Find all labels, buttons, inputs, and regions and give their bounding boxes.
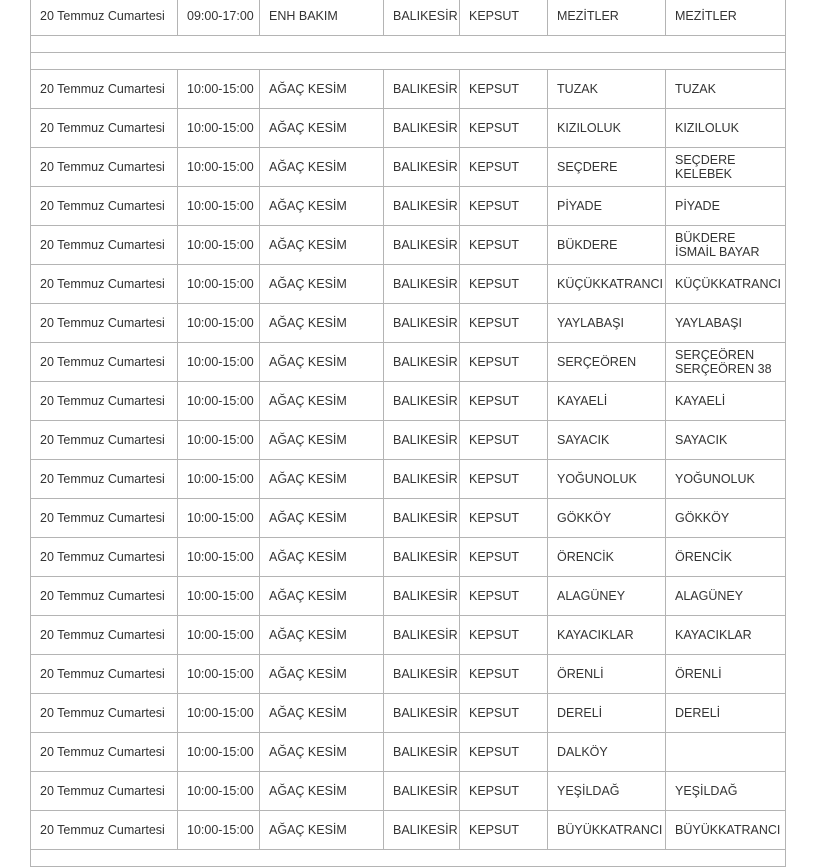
cell-district: KEPSUT <box>460 304 548 343</box>
spacer-cell <box>31 53 786 70</box>
cell-province: BALIKESİR <box>384 538 460 577</box>
cell-date: 20 Temmuz Cumartesi <box>31 733 178 772</box>
table-row <box>31 0 786 36</box>
cell-date: 20 Temmuz Cumartesi <box>31 811 178 850</box>
cell-province: BALIKESİR <box>384 811 460 850</box>
cell-date: 20 Temmuz Cumartesi <box>31 109 178 148</box>
table-row <box>31 577 786 616</box>
table-row <box>31 811 786 850</box>
cell-reason: AĞAÇ KESİM <box>260 382 384 421</box>
cell-date: 20 Temmuz Cumartesi <box>31 499 178 538</box>
cell-district: KEPSUT <box>460 0 548 36</box>
cell-date: 20 Temmuz Cumartesi <box>31 616 178 655</box>
cell-reason: AĞAÇ KESİM <box>260 616 384 655</box>
cell-neighborhood: SERÇEÖREN <box>548 343 666 382</box>
cell-street <box>666 187 786 226</box>
cell-district: KEPSUT <box>460 226 548 265</box>
cell-reason: AĞAÇ KESİM <box>260 811 384 850</box>
cell-province: BALIKESİR <box>384 460 460 499</box>
cell-date: 20 Temmuz Cumartesi <box>31 343 178 382</box>
street-line: SERÇEÖREN <box>675 348 755 362</box>
street-line: BÜYÜKKATRANCI <box>675 823 781 837</box>
cell-province: BALIKESİR <box>384 109 460 148</box>
cell-province: BALIKESİR <box>384 499 460 538</box>
street-line: YEŞİLDAĞ <box>675 784 738 798</box>
table-row <box>31 70 786 109</box>
street-line: KAYACIKLAR <box>675 628 752 642</box>
cell-reason: AĞAÇ KESİM <box>260 226 384 265</box>
cell-province: BALIKESİR <box>384 772 460 811</box>
cell-neighborhood: KAYAELİ <box>548 382 666 421</box>
cell-province: BALIKESİR <box>384 733 460 772</box>
cell-district: KEPSUT <box>460 577 548 616</box>
spacer-row <box>31 36 786 53</box>
cell-province: BALIKESİR <box>384 187 460 226</box>
cell-street <box>666 772 786 811</box>
table-row <box>31 694 786 733</box>
cell-street <box>666 343 786 382</box>
cell-neighborhood: BÜKDERE <box>548 226 666 265</box>
cell-neighborhood: DALKÖY <box>548 733 666 772</box>
street-line: ÖRENCİK <box>675 550 732 564</box>
cell-time: 10:00-15:00 <box>178 109 260 148</box>
cell-time: 10:00-15:00 <box>178 265 260 304</box>
cell-street <box>666 460 786 499</box>
cell-street <box>666 421 786 460</box>
cell-province: BALIKESİR <box>384 265 460 304</box>
cell-district: KEPSUT <box>460 499 548 538</box>
cell-time: 10:00-15:00 <box>178 148 260 187</box>
cell-province: BALIKESİR <box>384 304 460 343</box>
power-outage-table <box>30 0 786 867</box>
street-line: KAYAELİ <box>675 394 726 408</box>
cell-reason: AĞAÇ KESİM <box>260 343 384 382</box>
cell-time: 10:00-15:00 <box>178 460 260 499</box>
cell-district: KEPSUT <box>460 616 548 655</box>
cell-neighborhood: DERELİ <box>548 694 666 733</box>
cell-street <box>666 733 786 772</box>
cell-province: BALIKESİR <box>384 343 460 382</box>
cell-district: KEPSUT <box>460 382 548 421</box>
cell-street <box>666 616 786 655</box>
cell-time: 10:00-15:00 <box>178 187 260 226</box>
table-body <box>31 0 786 867</box>
cell-reason: AĞAÇ KESİM <box>260 460 384 499</box>
cell-time: 10:00-15:00 <box>178 811 260 850</box>
street-line: MEZİTLER <box>675 9 737 23</box>
cell-time: 10:00-15:00 <box>178 421 260 460</box>
cell-district: KEPSUT <box>460 655 548 694</box>
cell-street <box>666 577 786 616</box>
cell-time: 10:00-15:00 <box>178 70 260 109</box>
table-row <box>31 148 786 187</box>
cell-province: BALIKESİR <box>384 655 460 694</box>
cell-province: BALIKESİR <box>384 148 460 187</box>
cell-reason: AĞAÇ KESİM <box>260 772 384 811</box>
cell-neighborhood: PİYADE <box>548 187 666 226</box>
table-row <box>31 265 786 304</box>
cell-province: BALIKESİR <box>384 382 460 421</box>
street-line: GÖKKÖY <box>675 511 730 525</box>
cell-time: 10:00-15:00 <box>178 655 260 694</box>
cell-neighborhood: GÖKKÖY <box>548 499 666 538</box>
cell-reason: AĞAÇ KESİM <box>260 499 384 538</box>
cell-district: KEPSUT <box>460 421 548 460</box>
table-row <box>31 226 786 265</box>
cell-time: 10:00-15:00 <box>178 577 260 616</box>
cell-reason: AĞAÇ KESİM <box>260 148 384 187</box>
cell-street <box>666 304 786 343</box>
cell-date: 20 Temmuz Cumartesi <box>31 226 178 265</box>
cell-time: 10:00-15:00 <box>178 616 260 655</box>
cell-district: KEPSUT <box>460 187 548 226</box>
table-row <box>31 460 786 499</box>
cell-reason: AĞAÇ KESİM <box>260 538 384 577</box>
street-line: TUZAK <box>675 82 716 96</box>
cell-reason: AĞAÇ KESİM <box>260 733 384 772</box>
cell-province: BALIKESİR <box>384 616 460 655</box>
street-line: KÜÇÜKKATRANCI <box>675 277 782 291</box>
cell-time: 09:00-17:00 <box>178 0 260 36</box>
cell-neighborhood: ÖRENCİK <box>548 538 666 577</box>
cell-street <box>666 694 786 733</box>
cell-district: KEPSUT <box>460 265 548 304</box>
cell-reason: AĞAÇ KESİM <box>260 577 384 616</box>
cell-neighborhood: BÜYÜKKATRANCI <box>548 811 666 850</box>
cell-street <box>666 109 786 148</box>
cell-district: KEPSUT <box>460 148 548 187</box>
cell-reason: AĞAÇ KESİM <box>260 421 384 460</box>
table-row <box>31 382 786 421</box>
cell-street <box>666 148 786 187</box>
street-line: SERÇEÖREN 38 <box>675 362 772 376</box>
cell-neighborhood: ALAGÜNEY <box>548 577 666 616</box>
cell-reason: AĞAÇ KESİM <box>260 265 384 304</box>
cell-time: 10:00-15:00 <box>178 772 260 811</box>
street-line: KIZILOLUK <box>675 121 739 135</box>
table-row <box>31 187 786 226</box>
table-row <box>31 655 786 694</box>
cell-date: 20 Temmuz Cumartesi <box>31 538 178 577</box>
cell-date: 20 Temmuz Cumartesi <box>31 460 178 499</box>
street-line: DERELİ <box>675 706 721 720</box>
cell-street <box>666 226 786 265</box>
cell-time: 10:00-15:00 <box>178 733 260 772</box>
table-row <box>31 772 786 811</box>
street-line: İSMAİL BAYAR <box>675 245 760 259</box>
cell-neighborhood: MEZİTLER <box>548 0 666 36</box>
cell-time: 10:00-15:00 <box>178 538 260 577</box>
cell-neighborhood: KÜÇÜKKATRANCI <box>548 265 666 304</box>
street-line: SEÇDERE <box>675 153 736 167</box>
cell-reason: AĞAÇ KESİM <box>260 187 384 226</box>
cell-street <box>666 655 786 694</box>
cell-province: BALIKESİR <box>384 577 460 616</box>
cell-neighborhood: ÖRENLİ <box>548 655 666 694</box>
cell-street <box>666 538 786 577</box>
cell-street <box>666 70 786 109</box>
table-row <box>31 109 786 148</box>
street-line: KELEBEK <box>675 167 732 181</box>
cell-neighborhood: YEŞİLDAĞ <box>548 772 666 811</box>
cell-district: KEPSUT <box>460 811 548 850</box>
table-row <box>31 538 786 577</box>
cell-neighborhood: SEÇDERE <box>548 148 666 187</box>
table-row <box>31 343 786 382</box>
cell-street <box>666 499 786 538</box>
cell-date: 20 Temmuz Cumartesi <box>31 772 178 811</box>
cell-reason: AĞAÇ KESİM <box>260 70 384 109</box>
cell-province: BALIKESİR <box>384 0 460 36</box>
cell-time: 10:00-15:00 <box>178 382 260 421</box>
cell-neighborhood: KIZILOLUK <box>548 109 666 148</box>
cell-province: BALIKESİR <box>384 70 460 109</box>
cell-neighborhood: TUZAK <box>548 70 666 109</box>
cell-neighborhood: YOĞUNOLUK <box>548 460 666 499</box>
cell-province: BALIKESİR <box>384 694 460 733</box>
street-line: YAYLABAŞI <box>675 316 742 330</box>
cell-street <box>666 382 786 421</box>
cell-district: KEPSUT <box>460 694 548 733</box>
cell-reason: AĞAÇ KESİM <box>260 694 384 733</box>
street-line: SAYACIK <box>675 433 728 447</box>
cell-date: 20 Temmuz Cumartesi <box>31 187 178 226</box>
cell-province: BALIKESİR <box>384 226 460 265</box>
spacer-cell <box>31 850 786 867</box>
cell-district: KEPSUT <box>460 538 548 577</box>
cell-reason: AĞAÇ KESİM <box>260 304 384 343</box>
cell-district: KEPSUT <box>460 733 548 772</box>
cell-reason: ENH BAKIM <box>260 0 384 36</box>
cell-reason: AĞAÇ KESİM <box>260 655 384 694</box>
table-row <box>31 421 786 460</box>
cell-time: 10:00-15:00 <box>178 226 260 265</box>
cell-district: KEPSUT <box>460 772 548 811</box>
cell-neighborhood: YAYLABAŞI <box>548 304 666 343</box>
street-line: YOĞUNOLUK <box>675 472 755 486</box>
cell-district: KEPSUT <box>460 460 548 499</box>
cell-neighborhood: KAYACIKLAR <box>548 616 666 655</box>
cell-street <box>666 811 786 850</box>
cell-date: 20 Temmuz Cumartesi <box>31 148 178 187</box>
cell-date: 20 Temmuz Cumartesi <box>31 694 178 733</box>
table-row <box>31 499 786 538</box>
cell-date: 20 Temmuz Cumartesi <box>31 655 178 694</box>
table-row <box>31 304 786 343</box>
cell-province: BALIKESİR <box>384 421 460 460</box>
cell-date: 20 Temmuz Cumartesi <box>31 265 178 304</box>
cell-district: KEPSUT <box>460 109 548 148</box>
street-line: PİYADE <box>675 199 720 213</box>
cell-reason: AĞAÇ KESİM <box>260 109 384 148</box>
table-row <box>31 733 786 772</box>
cell-time: 10:00-15:00 <box>178 499 260 538</box>
cell-time: 10:00-15:00 <box>178 694 260 733</box>
cell-neighborhood: SAYACIK <box>548 421 666 460</box>
cell-district: KEPSUT <box>460 70 548 109</box>
street-line: ÖRENLİ <box>675 667 722 681</box>
cell-date: 20 Temmuz Cumartesi <box>31 70 178 109</box>
cell-date: 20 Temmuz Cumartesi <box>31 382 178 421</box>
spacer-row <box>31 53 786 70</box>
cell-date: 20 Temmuz Cumartesi <box>31 0 178 36</box>
spacer-row <box>31 850 786 867</box>
cell-district: KEPSUT <box>460 343 548 382</box>
cell-date: 20 Temmuz Cumartesi <box>31 577 178 616</box>
cell-time: 10:00-15:00 <box>178 304 260 343</box>
street-line: ALAGÜNEY <box>675 589 744 603</box>
cell-time: 10:00-15:00 <box>178 343 260 382</box>
cell-street <box>666 0 786 36</box>
cell-street <box>666 265 786 304</box>
spacer-cell <box>31 36 786 53</box>
cell-date: 20 Temmuz Cumartesi <box>31 421 178 460</box>
cell-date: 20 Temmuz Cumartesi <box>31 304 178 343</box>
table-row <box>31 616 786 655</box>
street-line: BÜKDERE <box>675 231 736 245</box>
